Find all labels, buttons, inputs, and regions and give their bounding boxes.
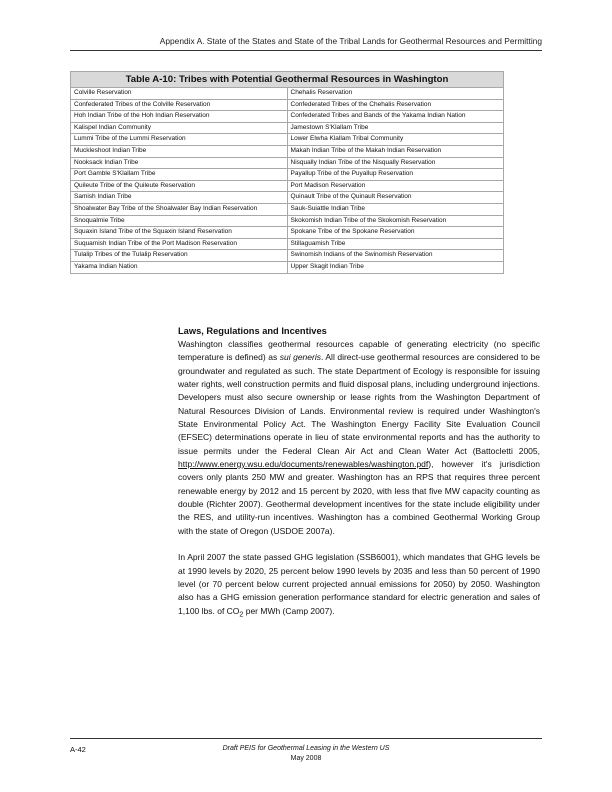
text-run: In April 2007 the state passed GHG legislation (SSB6001), which mandates that GHG levels be at 1990 levels by 2020, 25 percent below 1990 levels by 2035 and less than 50 percent of 1990 level (or 70 percent below current projected annual emissions for 2050) by 2050. Washington also has a GHG emission generation performance standard for electric generation and sales of 1,100 lbs. of CO [178, 552, 540, 616]
table-cell: Port Madison Reservation [287, 180, 504, 192]
table-cell: Hoh Indian Tribe of the Hoh Indian Reservation [71, 111, 288, 123]
paragraph-regulations [178, 338, 540, 538]
table-row [71, 111, 504, 123]
text-run: . All direct-use geothermal resources are considered to be groundwater and regulated as such. The state Department of Ecology is responsible for issuing water rights, well construction permits and fluid disposal plans, including underground injections. Developers must also secure ownership or lease rights from the Washington Department of Natural Resources Division of Lands. Environmental review is required under Washington's State Environmental Policy Act. The Washington Energy Facility Site Evaluation Council (EFSEC) determinations operate in lieu of state environmental reports and has the authority to issue permits under the Federal Clean Air Act and Clean Water Act (Battocletti 2005, [178, 352, 541, 456]
table-cell: Upper Skagit Indian Tribe [287, 261, 504, 273]
table-cell: Squaxin Island Tribe of the Squaxin Island Reservation [71, 227, 288, 239]
running-header: Appendix A. State of the States and State of the Tribal Lands for Geothermal Resources and Permitting [159, 36, 542, 46]
subscript: 2 [239, 610, 244, 619]
section-heading: Laws, Regulations and Incentives [178, 326, 327, 336]
table-cell: Quinault Tribe of the Quinault Reservation [287, 192, 504, 204]
footer-date: May 2008 [290, 755, 322, 762]
italic-term: sui generis [279, 352, 321, 363]
footer-rule [70, 738, 542, 739]
text-run: per MWh (Camp 2007). [243, 605, 335, 616]
footer-doc-title: Draft PEIS for Geothermal Leasing in the Western US [222, 745, 390, 752]
table-cell: Kalispel Indian Community [71, 122, 288, 134]
text-run: ), however it's jurisdiction covers only plants 250 MW and greater. Washington has an RPS that requires three percent renewable energy by 2012 and 15 percent by 2020, with less that five MW capacity counting as double (Richter 2007). Geothermal development incentives for the state include eligibility under the RES, and utility-run incentives. Washington has a combined Geothermal Working Group with the state of Oregon (USDOE 2007a). [178, 459, 540, 536]
table-cell: Colville Reservation [71, 88, 288, 100]
table-row [71, 134, 504, 146]
table-cell: Shoalwater Bay Tribe of the Shoalwater Bay Indian Reservation [71, 203, 288, 215]
table-row [71, 122, 504, 134]
table-cell: Spokane Tribe of the Spokane Reservation [287, 227, 504, 239]
table-cell: Nooksack Indian Tribe [71, 157, 288, 169]
table-cell: Stillaguamish Tribe [287, 238, 504, 250]
table-cell: Samish Indian Tribe [71, 192, 288, 204]
table-cell: Lummi Tribe of the Lummi Reservation [71, 134, 288, 146]
table-cell: Jamestown S'Klallam Tribe [287, 122, 504, 134]
paragraph-ghg [178, 551, 540, 621]
table-row [71, 192, 504, 204]
wsu-link[interactable]: http://www.energy.wsu.edu/documents/renewables/washington.pdf [178, 459, 429, 470]
table-row [71, 238, 504, 250]
table-cell: Snoqualmie Tribe [71, 215, 288, 227]
table-cell: Muckleshoot Indian Tribe [71, 145, 288, 157]
tribes-table [70, 71, 504, 274]
table-title-row [71, 72, 504, 88]
table-cell: Swinomish Indians of the Swinomish Reservation [287, 250, 504, 262]
table-cell: Skokomish Indian Tribe of the Skokomish Reservation [287, 215, 504, 227]
table-cell: Port Gamble S'Klallam Tribe [71, 169, 288, 181]
text-run: Washington classifies geothermal resources capable of generating electricity (no specific temperature is defined) as [178, 339, 540, 363]
table-row [71, 203, 504, 215]
laws-section [178, 325, 540, 622]
table-row [71, 250, 504, 262]
table-cell: Lower Elwha Klallam Tribal Community [287, 134, 504, 146]
table-cell: Payallup Tribe of the Puyallup Reservation [287, 169, 504, 181]
table-row [71, 261, 504, 273]
table-cell: Yakama Indian Nation [71, 261, 288, 273]
table-row [71, 227, 504, 239]
table-cell: Confederated Tribes of the Chehalis Reservation [287, 99, 504, 111]
table-row [71, 88, 504, 100]
table-row [71, 215, 504, 227]
table-row [71, 99, 504, 111]
table-title: Table A-10: Tribes with Potential Geothermal Resources in Washington [71, 72, 504, 88]
table-cell: Sauk-Suiattle Indian Tribe [287, 203, 504, 215]
page-number: A-42 [70, 745, 86, 754]
table-cell: Tulalip Tribes of the Tulalip Reservation [71, 250, 288, 262]
table-cell: Makah Indian Tribe of the Makah Indian Reservation [287, 145, 504, 157]
table-cell: Quileute Tribe of the Quileute Reservation [71, 180, 288, 192]
table-row [71, 145, 504, 157]
table-cell: Confederated Tribes of the Colville Reservation [71, 99, 288, 111]
header-rule [70, 50, 542, 51]
table-cell: Confederated Tribes and Bands of the Yakama Indian Nation [287, 111, 504, 123]
table-row [71, 180, 504, 192]
table-cell: Suquamish Indian Tribe of the Port Madison Reservation [71, 238, 288, 250]
table-row [71, 157, 504, 169]
table-cell: Chehalis Reservation [287, 88, 504, 100]
table-row [71, 169, 504, 181]
table-cell: Nisqually Indian Tribe of the Nisqually Reservation [287, 157, 504, 169]
footer-center [0, 744, 612, 764]
